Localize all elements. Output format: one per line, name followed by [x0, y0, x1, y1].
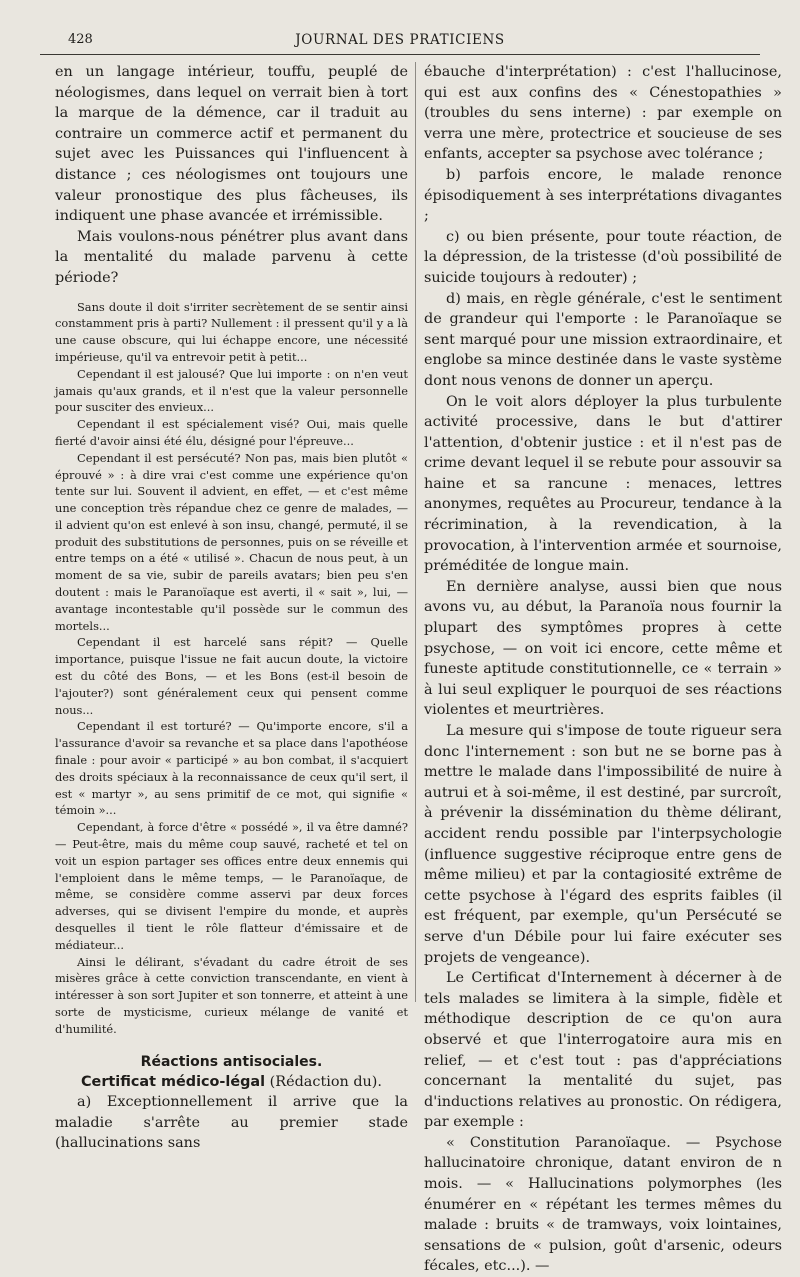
small-paragraph: Sans doute il doit s'irriter secrètement de se sentir ainsi constamment pris à parti? Nullement : il pressent qu'il y a là une cause obscure, qui lui échappe encore, une nécessité impérieuse, qu'il va entrevoir petit à petit...: [55, 299, 408, 364]
small-paragraph: Cependant, à force d'être « possédé », il va être damné? — Peut-être, mais du même coup sauvé, racheté et tel on voit un espion partager ses offices entre deux ennemis qui l'emploient dans le même temps, — le Paranoïaque, de même, se considère comme asservi par deux forces adverses, qui se divisent l'empire du monde, et auprès desquelles il tient le rôle flatteur d'émissaire et de médiateur...: [55, 820, 408, 952]
paragraph: Mais voulons-nous pénétrer plus avant dans la mentalité du malade parvenu à cette période?: [55, 228, 408, 286]
section-subtitle: [55, 1072, 408, 1093]
section-subtitle-rest: (Rédaction du).: [265, 1073, 382, 1090]
paragraph: en un langage intérieur, touffu, peuplé de néologismes, dans lequel on verrait bien à tort la marque de la démence, car il traduit au contraire un commerce actif et permanent du sujet avec les Puissances qui l'influencent à distance ; ces néologismes ont toujours une valeur pronostique des plus fâcheuses, ils indiquent une phase avancée et irrémissible.: [55, 64, 408, 225]
paragraph: d) mais, en règle générale, c'est le sentiment de grandeur qui l'emporte : le Paranoïaque se sent marqué pour une mission extraordinaire, et englobe sa mince destinée dans le vaste système dont nous venons de donner un aperçu.: [424, 290, 782, 389]
paragraph: En dernière analyse, aussi bien que nous avons vu, au début, la Paranoïa nous fournir la plupart des symptômes propres à cette psychose, — on voit ici encore, cette même et funeste aptitude constitutionnelle, ce « terrain » à lui seul expliquer le pourquoi de ses réactions violentes et meurtrières.: [424, 578, 782, 719]
paragraph: Le Certificat d'Internement à décerner à de tels malades se limitera à la simple, fidèle et méthodique description de ce qu'on aura observé et que l'interrogatoire aura mis en relief, — et c'est tout : pas d'appréciations concernant la mentalité du sujet, pas d'inductions relatives au pronostic. On rédigera, par exemple :: [424, 970, 782, 1131]
small-paragraph: Cependant il est harcelé sans répit? — Quelle importance, puisque l'issue ne fait aucun doute, la victoire est du côté des Bons, — et les Bons (est-il besoin de l'ajouter?) sont généralement ceux qui pensent comme nous...: [55, 635, 408, 717]
small-paragraph: Ainsi le délirant, s'évadant du cadre étroit de ses misères grâce à cette conviction transcendante, en vient à intéresser à son sort Jupiter et son tonnerre, et atteint à une sorte de mysticisme, curieux mélange de vanité et d'humilité.: [55, 954, 408, 1036]
page-number: 428: [68, 32, 93, 47]
running-title: JOURNAL DES PRATICIENS: [295, 32, 505, 48]
right-column: [424, 62, 782, 1277]
paragraph: b) parfois encore, le malade renonce épisodiquement à ses interprétations divagantes ;: [424, 166, 782, 225]
small-paragraph: Cependant il est jalousé? Que lui importe : on n'en veut jamais qu'aux grands, et il n'est que la valeur personnelle pour susciter des envieux...: [55, 366, 408, 415]
paragraph: On le voit alors déployer la plus turbulente activité processive, dans le but d'attirer l'attention, d'obtenir justice : et il n'est pas de crime devant lequel il se rebute pour assouvir sa haine et sa rancune : menaces, lettres anonymes, requêtes au Procureur, tendance à la récrimination, à la revendication, à la provocation, à l'intervention armée et sournoise, préméditée de longue main.: [424, 393, 782, 575]
page-header: [40, 32, 760, 55]
small-paragraph: Cependant il est spécialement visé? Oui, mais quelle fierté d'avoir ainsi été élu, désigné pour l'épreuve...: [55, 417, 408, 448]
left-column: [55, 62, 408, 1154]
paragraph: ébauche d'interprétation) : c'est l'hallucinose, qui est aux confins des « Cénestopathies » (troubles du sens interne) : par exemple on verra une mère, protectrice et soucieuse de ses enfants, accepter sa psychose avec tolérance ;: [424, 64, 782, 163]
small-paragraph: Cependant il est persécuté? Non pas, mais bien plutôt « éprouvé » : à dire vrai c'est comme une expérience qu'on tente sur lui. Souvent il advient, en effet, — et c'est même une conception très répandue chez ce genre de malades, — il advient qu'on est enlevé à son insu, changé, permuté, il se produit des substitutions de personnes, puis on se réveille et entre temps on a été « utilisé ». Chacun de nous peut, à un moment de sa vie, subir de pareils avatars; bien peu s'en doutent : mais le Paranoïaque est averti, il « sait », lui, — avantage incontestable qu'il possède sur le commun des mortels...: [55, 450, 408, 633]
column-divider: [415, 62, 416, 1002]
section-subtitle-bold: Certificat médico-légal: [81, 1073, 266, 1090]
paragraph: La mesure qui s'impose de toute rigueur sera donc l'internement : son but ne se borne pas à mettre le malade dans l'impossibilité de nuire à autrui et à soi-même, il est destiné, par surcroît, à prévenir la dissémination du thème délirant, accident rendu possible par l'interpsychologie (influence suggestive réciproque entre gens de même milieu) et par la contagiosité extrême de cette psychose à l'égard des esprits faibles (il est fréquent, par exemple, qu'un Persécuté se serve d'un Débile pour lui faire exécuter ses projets de vengeance).: [424, 723, 782, 966]
paragraph: a) Exceptionnellement il arrive que la maladie s'arrête au premier stade (hallucinations sans: [55, 1094, 408, 1152]
paragraph: « Constitution Paranoïaque. — Psychose hallucinatoire chronique, datant environ de n mois. — « Hallucinations polymorphes (les énumérer en « répétant les termes mêmes du malade : bruits « de tramways, voix lointaines, sensations de « pulsion, goût d'arsenic, odeurs fécales, etc...). —: [424, 1134, 782, 1275]
paragraph: c) ou bien présente, pour toute réaction, de la dépression, de la tristesse (d'où possibilité de suicide toujours à redouter) ;: [424, 228, 782, 286]
section-title: Réactions antisociales.: [140, 1053, 323, 1070]
small-paragraph: Cependant il est torturé? — Qu'importe encore, s'il a l'assurance d'avoir sa revanche et sa place dans l'apothéose finale : pour avoir « participé » au bon combat, il s'acquiert des droits spéciaux à la reconnaissance de ceux qu'il sert, il est « martyr », au sens primitif de ce mot, qui signifie « témoin »...: [55, 719, 408, 818]
